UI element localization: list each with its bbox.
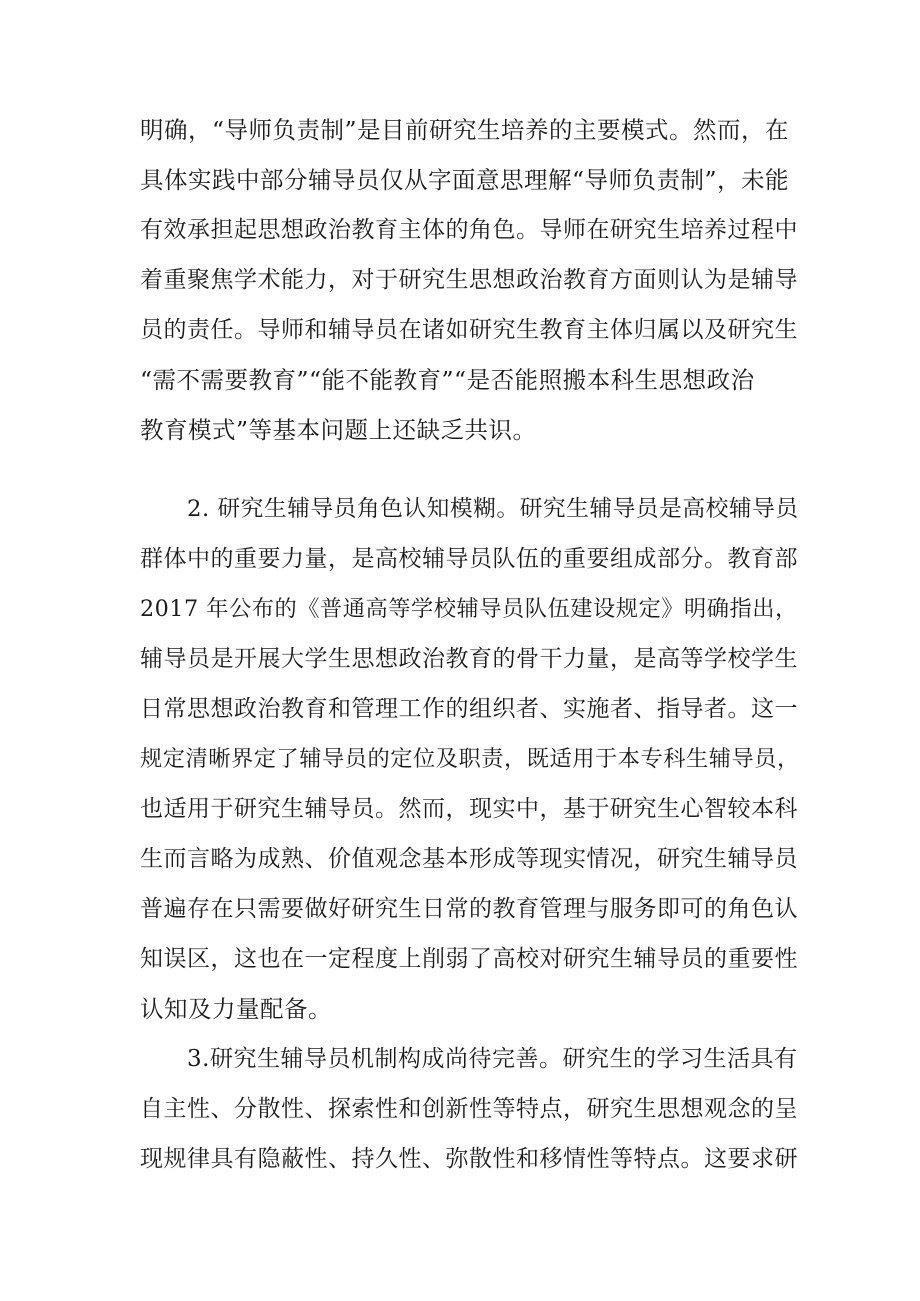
text-line: 着重聚焦学术能力，对于研究生思想政治教育方面则认为是辅导 <box>140 267 798 293</box>
text-line: 自主性、分散性、探索性和创新性等特点，研究生思想观念的呈 <box>140 1096 798 1122</box>
text-line: 认知及力量配备。 <box>140 995 332 1023</box>
text-line: 生而言略为成熟、价值观念基本形成等现实情况，研究生辅导员 <box>140 846 798 872</box>
text-line: 具体实践中部分辅导员仅从字面意思理解“导师负责制”，未能 <box>140 166 790 194</box>
text-line: 3.研究生辅导员机制构成尚待完善。研究生的学习生活具有 <box>187 1046 798 1072</box>
text-line: 2. 研究生辅导员角色认知模糊。研究生辅导员是高校辅导员 <box>187 496 799 522</box>
text-line: 明确，“导师负责制”是目前研究生培养的主要模式。然而，在 <box>140 116 790 144</box>
text-line: 也适用于研究生辅导员。然而，现实中，基于研究生心智较本科 <box>140 796 798 822</box>
text-line: 辅导员是开展大学生思想政治教育的骨干力量，是高等学校学生 <box>140 646 798 672</box>
text-line: 普遍存在只需要做好研究生日常的教育管理与服务即可的角色认 <box>140 896 798 922</box>
text-line: 群体中的重要力量，是高校辅导员队伍的重要组成部分。教育部 <box>140 546 798 572</box>
text-line: 知误区，这也在一定程度上削弱了高校对研究生辅导员的重要性 <box>140 946 798 972</box>
text-line: 规定清晰界定了辅导员的定位及职责，既适用于本专科生辅导员， <box>140 746 800 772</box>
text-line: 员的责任。导师和辅导员在诸如研究生教育主体归属以及研究生 <box>140 317 798 343</box>
text-line: 日常思想政治教育和管理工作的组织者、实施者、指导者。这一 <box>140 696 798 722</box>
text-line: 现规律具有隐蔽性、持久性、弥散性和移情性等特点。这要求研 <box>140 1146 798 1172</box>
text-line: 2017 年公布的《普通高等学校辅导员队伍建设规定》明确指出， <box>140 596 798 622</box>
text-line: 教育模式”等基本问题上还缺乏共识。 <box>140 416 537 444</box>
text-line: “需不需要教育”“能不能教育”“是否能照搬本科生思想政治 <box>140 366 755 394</box>
text-line: 有效承担起思想政治教育主体的角色。导师在研究生培养过程中 <box>140 217 798 243</box>
